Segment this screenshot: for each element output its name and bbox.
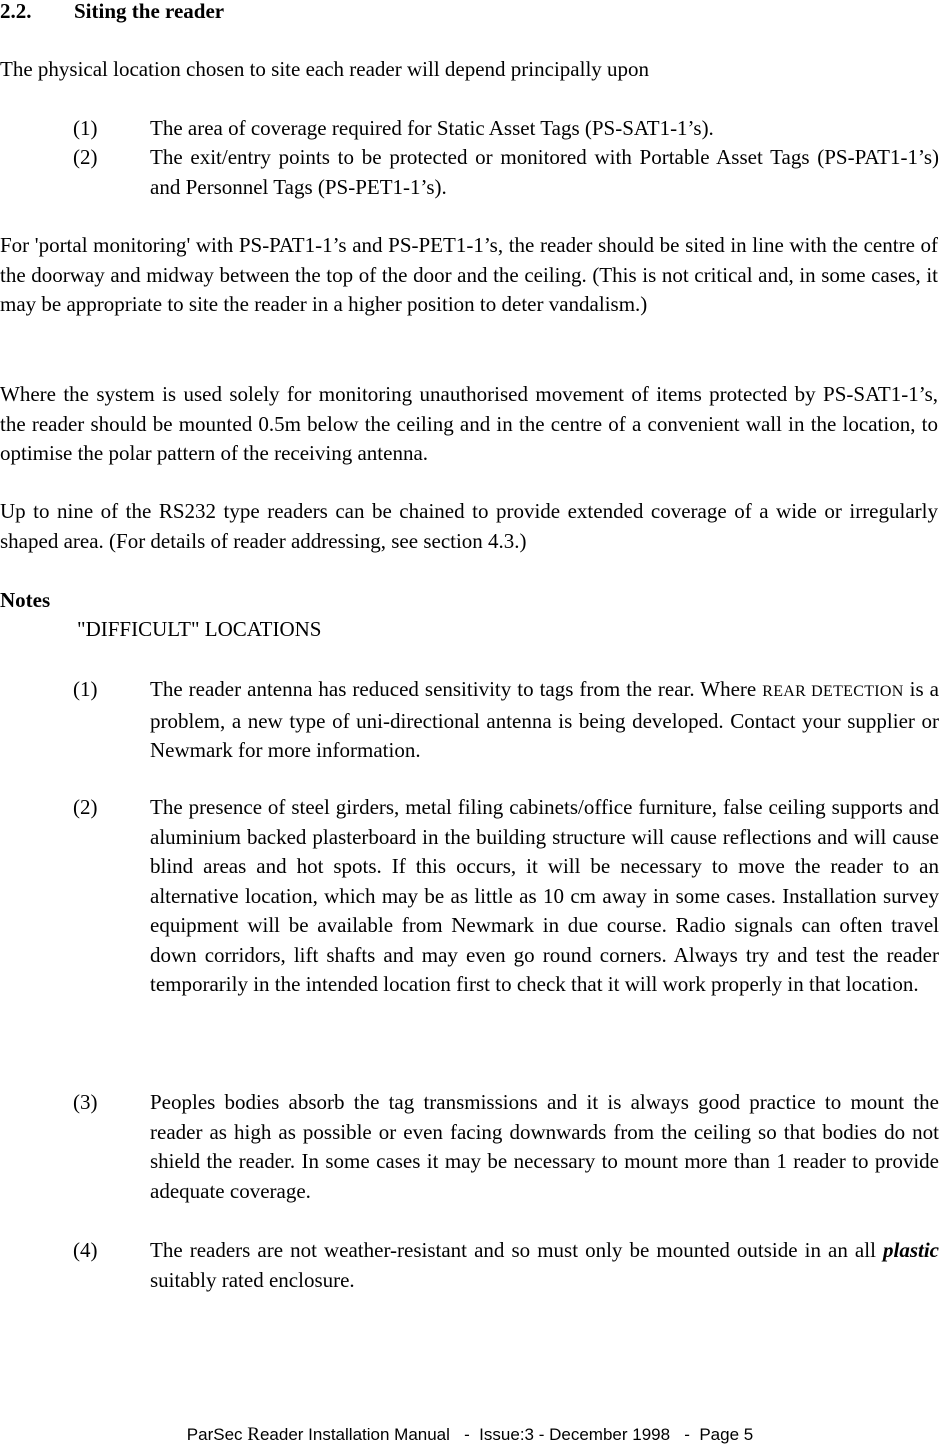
note-text-part: The readers are not weather-resistant and so must only be mounted outside in an all	[150, 1238, 883, 1262]
portal-monitoring-paragraph: For 'portal monitoring' with PS-PAT1-1’s and PS-PET1-1’s, the reader should be sited in line with the centre of the doorway and midway between the top of the door and the ceiling. (This is not critical and, in some cases, it may be appropriate to site the reader in a higher position to deter vandalism.)	[0, 233, 938, 316]
note-text	[150, 1236, 939, 1295]
rear-detection-term: REAR DETECTION	[762, 683, 904, 700]
footer-brand-r: R	[247, 1424, 260, 1445]
plastic-emphasis: plastic	[883, 1238, 939, 1262]
intro-paragraph: The physical location chosen to site each reader will depend principally upon	[0, 57, 650, 81]
note-text	[150, 675, 939, 766]
notes-subheading: "DIFFICULT" LOCATIONS	[77, 617, 322, 641]
note-item	[73, 675, 939, 766]
section-number: 2.2.	[0, 0, 32, 23]
footer-text: eader Installation Manual - Issue:3 - December 1998 - Page 5	[259, 1425, 754, 1444]
intro-list-item	[73, 114, 939, 144]
note-number: (2)	[73, 795, 98, 819]
note-number: (3)	[73, 1090, 98, 1114]
note-number: (1)	[73, 677, 98, 701]
section-heading	[0, 0, 224, 27]
note-text-part: The reader antenna has reduced sensitivity to tags from the rear. Where	[150, 677, 763, 701]
section-title: Siting the reader	[74, 0, 225, 23]
footer-brand-prefix: ParSec	[186, 1425, 248, 1444]
list-item-number: (1)	[73, 116, 98, 140]
list-item-text: The exit/entry points to be protected or monitored with Portable Asset Tags (PS-PAT1-1’s) and Personnel Tags (PS-PET1-1’s).	[150, 145, 939, 199]
notes-heading: Notes	[0, 588, 51, 612]
chaining-paragraph: Up to nine of the RS232 type readers can be chained to provide extended coverage of a wide or irregularly shaped area. (For details of reader addressing, see section 4.3.)	[0, 499, 938, 553]
note-text: The presence of steel girders, metal filing cabinets/office furniture, false ceiling supports and aluminium backed plasterboard in the building structure will cause reflections and will cause blind areas and hot spots. If this occurs, it will be necessary to move the reader to an alternative location, which may be as little as 10 cm away in some cases. Installation survey equipment will be available from Newmark in due course. Radio signals can often travel down corridors, lift shafts and may even go round corners. Always try and test the reader temporarily in the intended location first to check that it will work properly in that location.	[150, 795, 939, 996]
note-item	[73, 1088, 939, 1206]
intro-list-item	[73, 143, 939, 202]
note-item	[73, 1236, 939, 1295]
note-item	[73, 793, 939, 1000]
static-monitoring-paragraph: Where the system is used solely for monitoring unauthorised movement of items protected by PS-SAT1-1’s, the reader should be mounted 0.5m below the ceiling and in the centre of a convenient wall in the location, to optimise the polar pattern of the receiving antenna.	[0, 382, 938, 465]
note-text: Peoples bodies absorb the tag transmissions and it is always good practice to mount the reader as high as possible or even facing downwards from the ceiling so that bodies do not shield the reader. In some cases it may be necessary to mount more than 1 reader to provide adequate coverage.	[150, 1090, 939, 1203]
list-item-text: The area of coverage required for Static Asset Tags (PS-SAT1-1’s).	[150, 116, 714, 140]
note-text-part: suitably rated enclosure.	[150, 1267, 355, 1292]
list-item-number: (2)	[73, 145, 98, 169]
page-footer	[0, 1424, 940, 1446]
note-number: (4)	[73, 1238, 98, 1262]
note-text-part: is a problem, a new type of uni-directional antenna is being developed. Contact your supplier or Newmark for more information.	[150, 677, 939, 762]
